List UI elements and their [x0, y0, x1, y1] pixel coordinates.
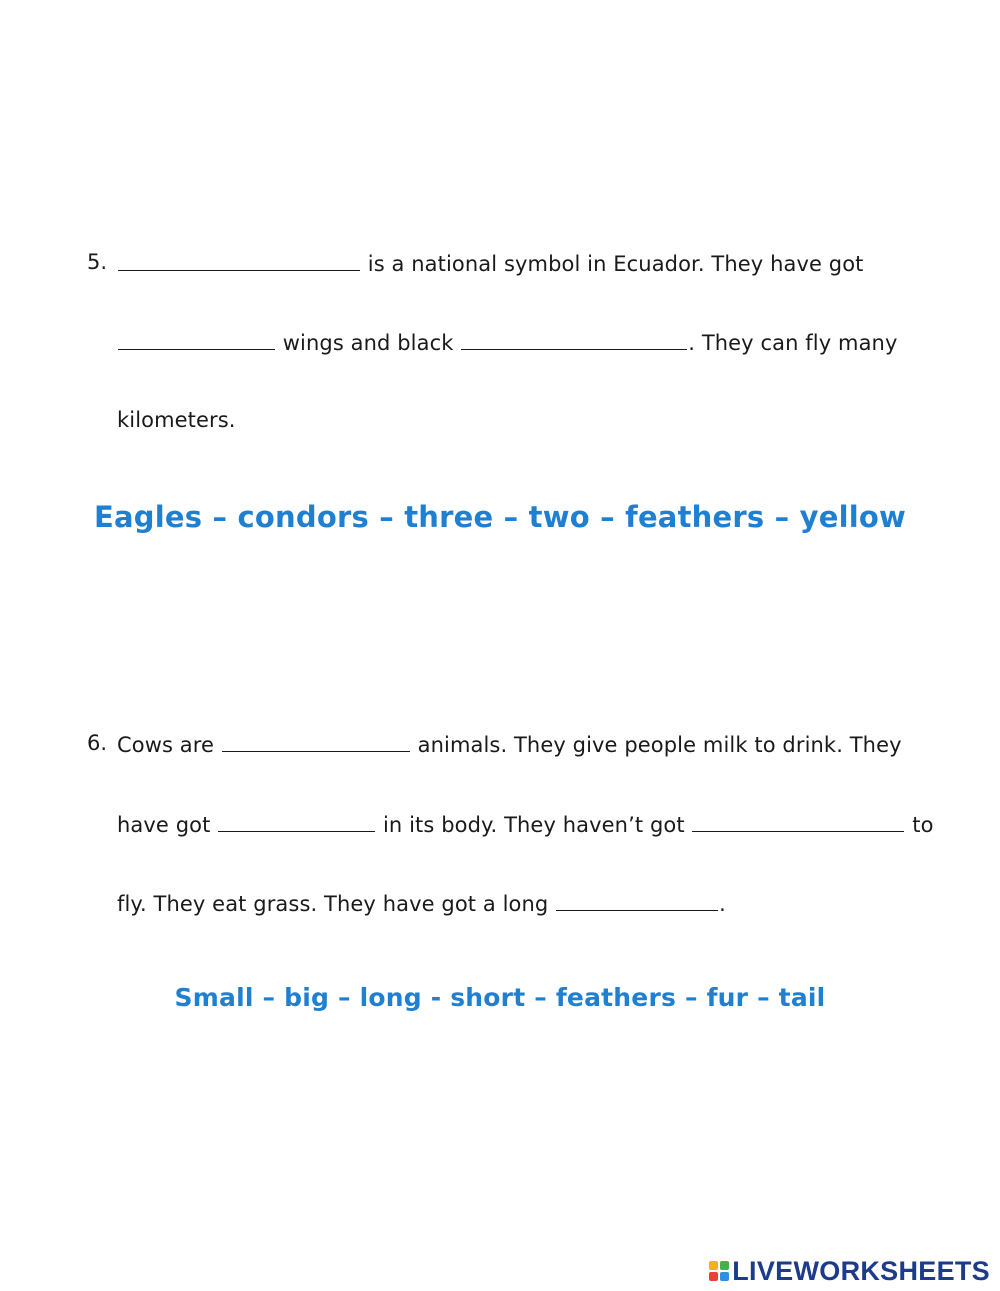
q5-line-2	[117, 331, 897, 354]
q6-blank-3[interactable]	[692, 813, 904, 832]
liveworksheets-logo	[709, 1257, 990, 1285]
q5-line-2-text-a: wings and black	[282, 331, 454, 355]
q5-line-2-text-b: . They can fly many	[688, 331, 898, 355]
q6-blank-1[interactable]	[222, 733, 410, 752]
q5-line-1	[117, 252, 864, 275]
brand-name: LIVEWORKSHEETS	[732, 1255, 990, 1286]
q6-line-1-text-b: animals. They give people milk to drink. They	[417, 733, 902, 757]
q6-line-1	[117, 733, 902, 756]
q5-blank-1[interactable]	[118, 252, 360, 271]
q6-line-2-text-c: to	[912, 813, 934, 837]
q5-line-3: kilometers.	[117, 408, 236, 432]
q6-blank-2[interactable]	[218, 813, 375, 832]
logo-squares-icon	[709, 1261, 729, 1281]
q5-blank-2[interactable]	[118, 331, 275, 350]
question-number-6: 6.	[87, 731, 108, 755]
q6-line-3-text-a: fly. They eat grass. They have got a long	[117, 892, 549, 916]
q6-line-3-text-b: .	[719, 892, 726, 916]
q6-line-2-text-b: in its body. They haven’t got	[382, 813, 685, 837]
q6-word-bank: Small – big – long - short – feathers – fur – tail	[174, 983, 826, 1012]
q6-line-3	[117, 892, 726, 915]
question-number-5: 5.	[87, 250, 108, 274]
q5-blank-3[interactable]	[461, 331, 687, 350]
q6-line-2-text-a: have got	[117, 813, 211, 837]
q5-word-bank: Eagles – condors – three – two – feathers – yellow	[94, 500, 906, 534]
q5-line-1-text: is a national symbol in Ecuador. They have got	[367, 252, 864, 276]
q6-line-1-text-a: Cows are	[117, 733, 215, 757]
q6-line-2	[117, 813, 934, 836]
q6-blank-4[interactable]	[556, 892, 718, 911]
